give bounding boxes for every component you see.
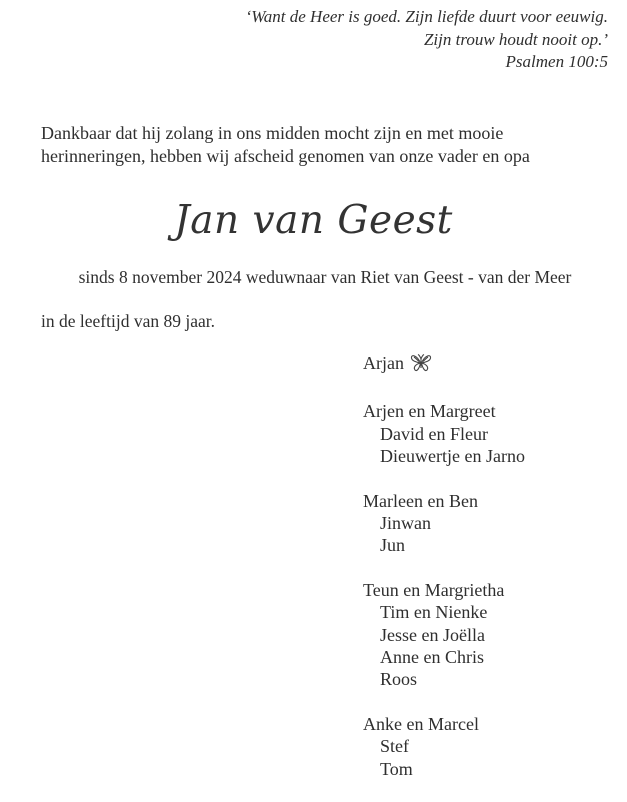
family-head: Anke en Marcel <box>363 713 479 734</box>
family-child: Anne en Chris <box>380 647 484 668</box>
family-child: David en Fleur <box>380 423 488 444</box>
verse-line-1: ‘Want de Heer is goed. Zijn liefde duurt voor eeuwig. <box>245 7 608 26</box>
family-child: Roos <box>380 669 418 690</box>
family-child: Tom <box>380 758 413 779</box>
family-head: Marleen en Ben <box>363 490 478 511</box>
butterfly-icon <box>409 353 433 378</box>
family-group <box>363 579 525 691</box>
family-child: Stef <box>380 736 409 757</box>
family-list <box>363 352 525 802</box>
family-child: Tim en Nienke <box>380 602 488 623</box>
age-line: in de leeftijd van 89 jaar. <box>41 311 215 331</box>
intro-text <box>41 122 530 168</box>
widower-line: sinds 8 november 2024 weduwnaar van Riet van Geest - van der Meer <box>78 267 572 287</box>
verse-reference: Psalmen 100:5 <box>505 52 608 71</box>
family-group <box>363 352 525 378</box>
family-child: Jinwan <box>380 513 431 534</box>
family-head: Arjen en Margreet <box>363 401 496 422</box>
family-group <box>363 490 525 557</box>
family-child: Jesse en Joëlla <box>380 624 485 645</box>
family-head: Teun en Margrietha <box>363 579 505 600</box>
intro-line-2: herinneringen, hebben wij afscheid genomen van onze vader en opa <box>41 146 530 166</box>
deceased-name: Jan van Geest <box>174 198 453 243</box>
family-group <box>363 713 525 780</box>
intro-line-1: Dankbaar dat hij zolang in ons midden mocht zijn en met mooie <box>41 123 504 143</box>
family-child: Jun <box>380 535 406 556</box>
family-child: Dieuwertje en Jarno <box>380 446 525 467</box>
family-group <box>363 400 525 467</box>
verse-line-2: Zijn trouw houdt nooit op.’ <box>423 29 608 49</box>
bible-verse <box>246 6 608 74</box>
family-head: Arjan <box>363 353 404 373</box>
